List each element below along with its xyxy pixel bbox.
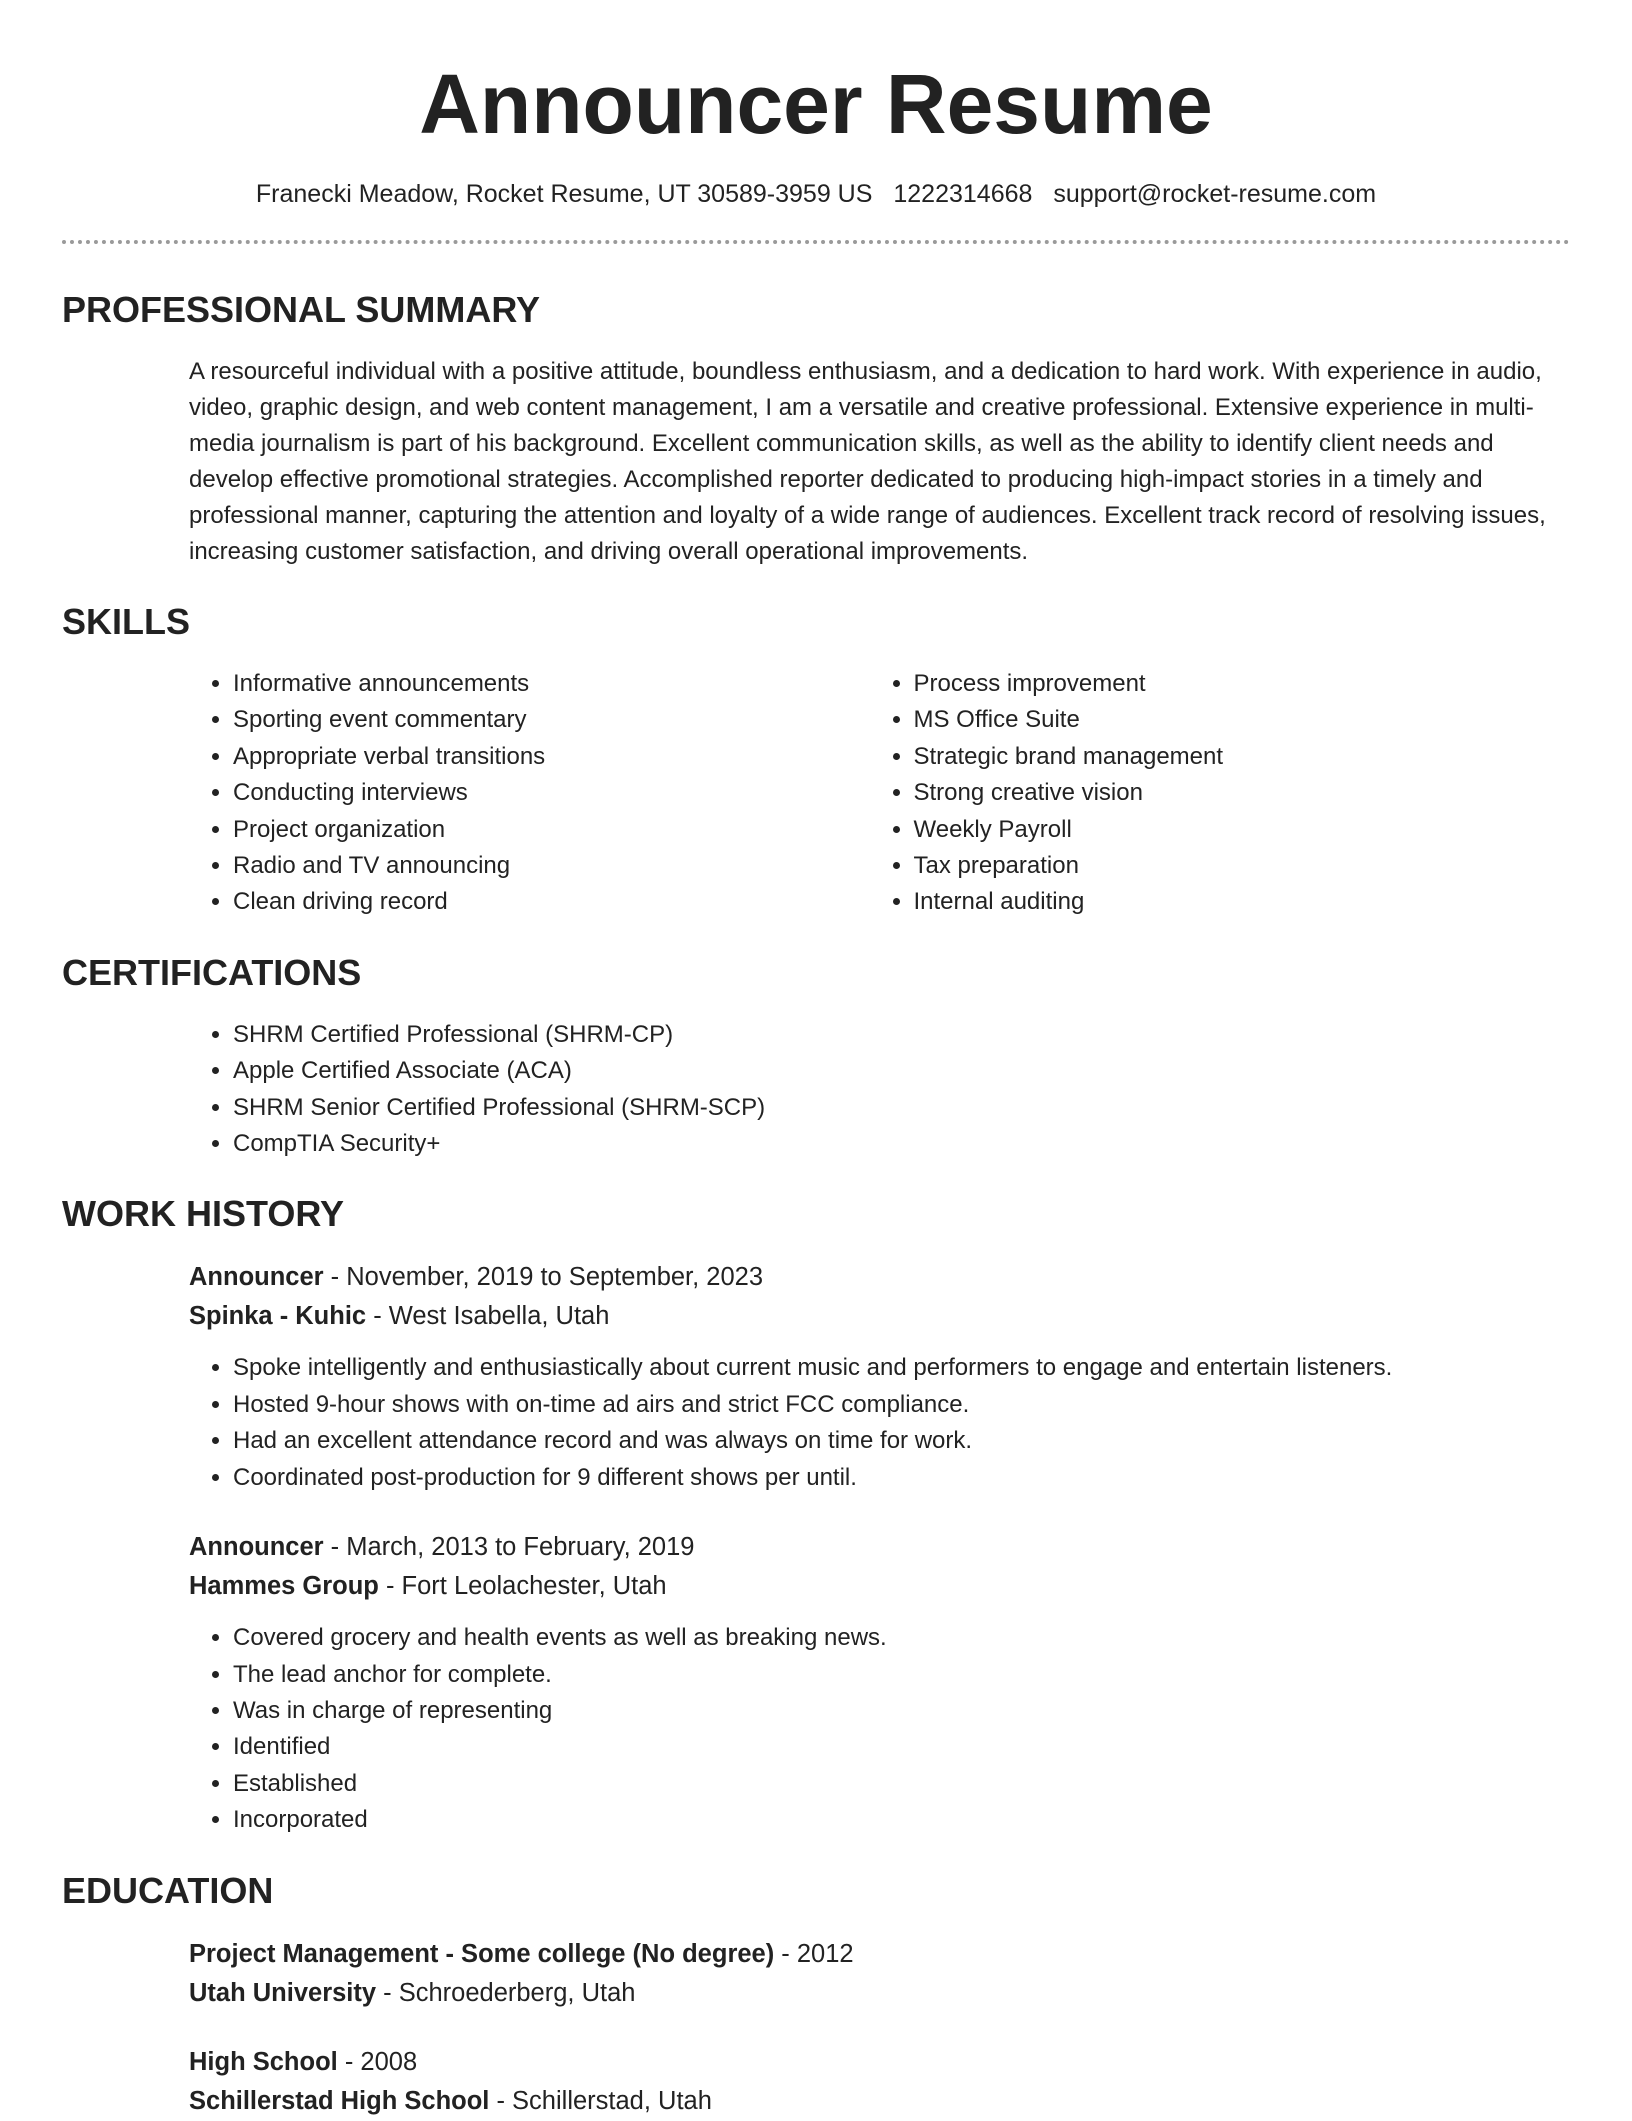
education-list [189, 1935, 1570, 2121]
job-bullets [62, 1620, 1570, 1838]
job-bullet: • Incorporated [233, 1802, 1570, 1838]
education-degree-line [189, 2043, 1570, 2082]
certification-item: • SHRM Certified Professional (SHRM-CP) [233, 1017, 1570, 1053]
education-degree: Project Management - Some college (No degree) [189, 1939, 775, 1968]
job-title-line [189, 1258, 1570, 1297]
job-company-line [189, 1567, 1570, 1606]
skill-item: • Strong creative vision [914, 775, 1571, 811]
education-location: - Schillerstad, Utah [489, 2086, 712, 2115]
certifications-body [189, 1017, 1570, 1163]
contact-line [62, 178, 1570, 210]
skill-item: • Conducting interviews [233, 775, 890, 811]
certifications-list [62, 1017, 1570, 1163]
education-entry [189, 1935, 1570, 2013]
job-bullet: • Covered grocery and health events as well as breaking news. [233, 1620, 1570, 1656]
skill-item: • Weekly Payroll [914, 812, 1571, 848]
job-title-line [189, 1528, 1570, 1567]
contact-phone: 1222314668 [893, 180, 1033, 208]
skill-item: • Appropriate verbal transitions [233, 739, 890, 775]
education-school: Schillerstad High School [189, 2086, 490, 2115]
skill-item: • Project organization [233, 812, 890, 848]
education-school-line [189, 2082, 1570, 2121]
education-section [62, 1869, 1570, 2121]
skill-item: • Clean driving record [233, 884, 890, 920]
job-company-line [189, 1297, 1570, 1336]
work-history-section [62, 1192, 1570, 1838]
education-school: Utah University [189, 1978, 377, 2007]
certifications-section [62, 951, 1570, 1163]
education-entry [189, 2043, 1570, 2121]
job-location: - Fort Leolachester, Utah [378, 1572, 667, 1601]
job-bullet: • Was in charge of representing [233, 1693, 1570, 1729]
job-location: - West Isabella, Utah [366, 1302, 610, 1331]
job-bullet: • Identified [233, 1729, 1570, 1765]
education-degree-line [189, 1935, 1570, 1974]
skill-item: • Radio and TV announcing [233, 848, 890, 884]
certification-item: • CompTIA Security+ [233, 1126, 1570, 1162]
job-entry [189, 1528, 1570, 1838]
job-bullet: • Spoke intelligently and enthusiastically about current music and performers to engage and entertain listeners. [233, 1350, 1570, 1386]
skills-section [62, 600, 1570, 921]
certification-item: • Apple Certified Associate (ACA) [233, 1053, 1570, 1089]
job-dates: - November, 2019 to September, 2023 [323, 1263, 764, 1292]
skill-item: • Strategic brand management [914, 739, 1571, 775]
summary-text: A resourceful individual with a positive attitude, boundless enthusiasm, and a dedication to hard work. With experience in audio, video, graphic design, and web content management, I am a versatile and creative professional. Extensive experience in multi-media journalism is part of his background. Excellent communication skills, as well as the ability to identify client needs and develop effective promotional strategies. Accomplished reporter dedicated to producing high-impact stories in a timely and professional manner, capturing the attention and loyalty of a wide range of audiences. Excellent track record of resolving issues, increasing customer satisfaction, and driving overall operational improvements. [189, 358, 1546, 565]
job-company: Spinka - Kuhic [189, 1302, 367, 1331]
skills-list-right [870, 666, 1571, 921]
job-bullet: • Hosted 9-hour shows with on-time ad airs and strict FCC compliance. [233, 1387, 1570, 1423]
contact-email: support@rocket-resume.com [1053, 180, 1377, 208]
work-history-heading: WORK HISTORY [62, 1193, 345, 1235]
summary-heading: PROFESSIONAL SUMMARY [62, 289, 541, 330]
summary-section [62, 288, 1570, 570]
skills-list-left [189, 666, 890, 921]
job-company: Hammes Group [189, 1572, 379, 1601]
education-location: - Schroederberg, Utah [376, 1978, 636, 2007]
job-entry [189, 1258, 1570, 1496]
job-bullet: • Had an excellent attendance record and was always on time for work. [233, 1423, 1570, 1459]
education-school-line [189, 1974, 1570, 2013]
skills-heading: SKILLS [62, 601, 191, 642]
contact-address: Franecki Meadow, Rocket Resume, UT 30589-3959 US [255, 180, 873, 208]
job-title: Announcer [189, 1533, 324, 1562]
resume-title: Announcer Resume [419, 57, 1213, 151]
job-bullet: • Coordinated post-production for 9 different shows per until. [233, 1460, 1570, 1496]
job-bullet: • Established [233, 1766, 1570, 1802]
skill-item: • Process improvement [914, 666, 1571, 702]
job-bullet: • The lead anchor for complete. [233, 1657, 1570, 1693]
certification-item: • SHRM Senior Certified Professional (SHRM-SCP) [233, 1090, 1570, 1126]
skill-item: • Informative announcements [233, 666, 890, 702]
job-title: Announcer [189, 1263, 324, 1292]
education-heading: EDUCATION [62, 1869, 274, 1911]
job-bullets [62, 1350, 1570, 1496]
work-history-list [189, 1258, 1570, 1838]
header-divider [62, 240, 1570, 244]
job-dates: - March, 2013 to February, 2019 [323, 1533, 695, 1562]
education-degree: High School [189, 2047, 338, 2076]
skill-item: • Tax preparation [914, 848, 1571, 884]
education-year: - 2008 [337, 2047, 418, 2076]
skill-item: • Sporting event commentary [233, 702, 890, 738]
skills-columns [189, 644, 1570, 921]
education-year: - 2012 [774, 1939, 854, 1968]
certifications-heading: CERTIFICATIONS [62, 951, 362, 993]
skill-item: • MS Office Suite [914, 702, 1571, 738]
skill-item: • Internal auditing [914, 884, 1571, 920]
